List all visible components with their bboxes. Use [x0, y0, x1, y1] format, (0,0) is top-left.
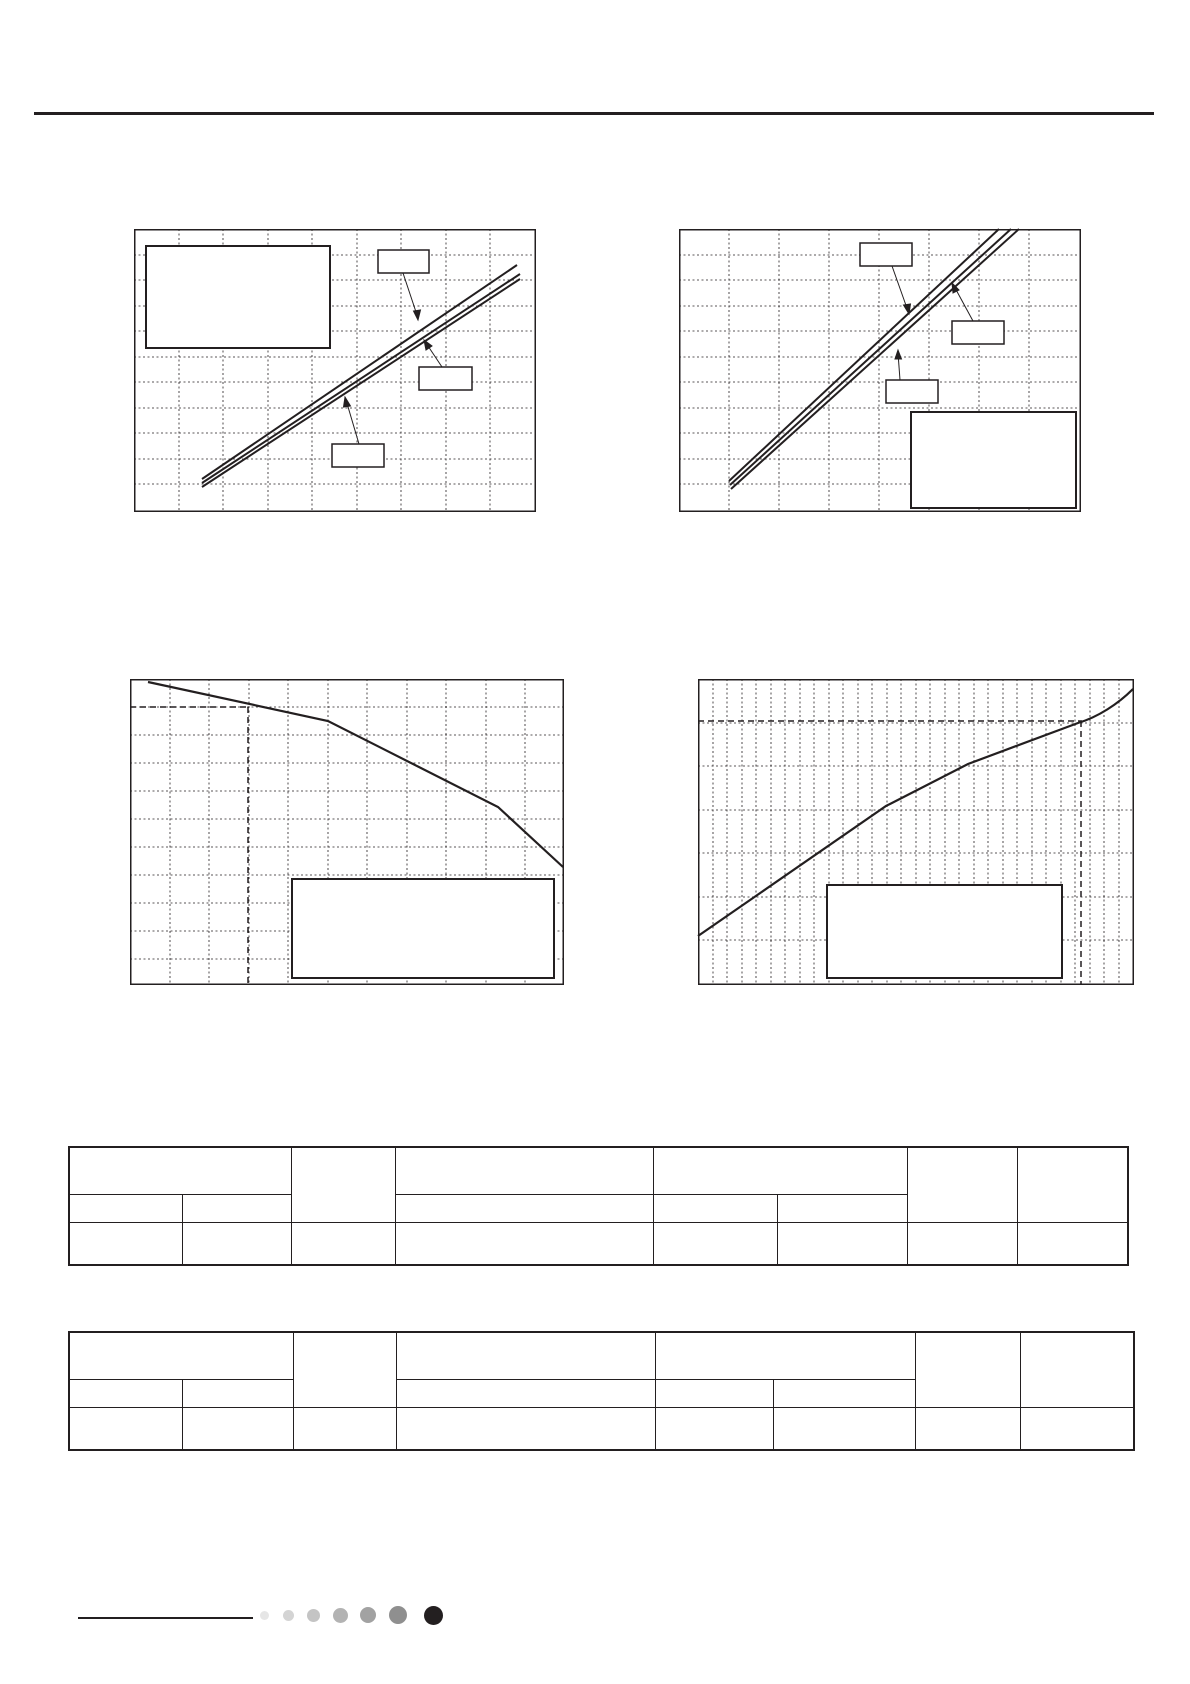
table-row [69, 1407, 1134, 1450]
curve [148, 682, 563, 867]
spec-table-2 [68, 1331, 1135, 1451]
table-cell [773, 1407, 916, 1450]
legend-box [911, 412, 1076, 508]
leader-2-arrowhead [424, 340, 432, 350]
chart-bottom-left [130, 679, 564, 985]
table-cell [916, 1407, 1020, 1450]
header-cell [654, 1147, 908, 1194]
page-dot [260, 1611, 269, 1620]
header-cell [396, 1147, 654, 1194]
header-cell [656, 1332, 916, 1379]
leader-1-arrowhead [414, 310, 421, 320]
table-cell [396, 1222, 654, 1265]
table-cell [293, 1407, 396, 1450]
line-label-box-1 [860, 243, 912, 266]
line-label-box-3 [332, 444, 384, 467]
leader-3-arrowhead [895, 350, 902, 359]
subheader-cell [654, 1194, 778, 1222]
footer-rule [78, 1617, 253, 1619]
header-cell [69, 1332, 293, 1379]
header-cell [1020, 1332, 1134, 1407]
header-cell [907, 1147, 1017, 1222]
table-cell [654, 1222, 778, 1265]
table-cell [1020, 1407, 1134, 1450]
page-dot-active [424, 1606, 443, 1625]
table-cell [182, 1222, 291, 1265]
table-cell [907, 1222, 1017, 1265]
table-cell [69, 1407, 183, 1450]
header-cell [293, 1332, 396, 1407]
subheader-cell [773, 1379, 916, 1407]
page-dot [283, 1610, 294, 1621]
table-row [69, 1222, 1128, 1265]
header-cell [916, 1332, 1020, 1407]
subheader-cell [397, 1379, 656, 1407]
legend-box [827, 885, 1062, 978]
line-label-box-2 [952, 321, 1004, 344]
leader-1-arrowhead [904, 304, 911, 314]
table-cell [1018, 1222, 1128, 1265]
subheader-cell [656, 1379, 774, 1407]
table-cell [397, 1407, 656, 1450]
page-dot [360, 1607, 376, 1623]
line-label-box-2 [419, 367, 472, 390]
page-dot [307, 1609, 320, 1622]
chart-top-right [679, 229, 1081, 512]
header-cell [397, 1332, 656, 1379]
chart-top-left [134, 229, 536, 512]
subheader-cell [182, 1194, 291, 1222]
line-label-box-1 [378, 250, 429, 273]
subheader-cell [183, 1379, 294, 1407]
subheader-cell [396, 1194, 654, 1222]
table-cell [69, 1222, 182, 1265]
table-cell [292, 1222, 396, 1265]
page-dot [389, 1606, 407, 1624]
header-cell [292, 1147, 396, 1222]
legend-box [292, 879, 554, 978]
subheader-cell [69, 1194, 182, 1222]
header-rule [34, 112, 1154, 115]
header-cell [69, 1147, 292, 1194]
page-dot [333, 1608, 348, 1623]
header-cell [1018, 1147, 1128, 1222]
table-cell [183, 1407, 294, 1450]
spec-table-1 [68, 1146, 1129, 1266]
table-cell [778, 1222, 907, 1265]
table-cell [656, 1407, 774, 1450]
leader-3-arrowhead [344, 397, 351, 407]
subheader-cell [778, 1194, 907, 1222]
legend-box [146, 246, 330, 348]
subheader-cell [69, 1379, 183, 1407]
line-label-box-3 [886, 380, 938, 403]
chart-bottom-right [698, 679, 1134, 985]
